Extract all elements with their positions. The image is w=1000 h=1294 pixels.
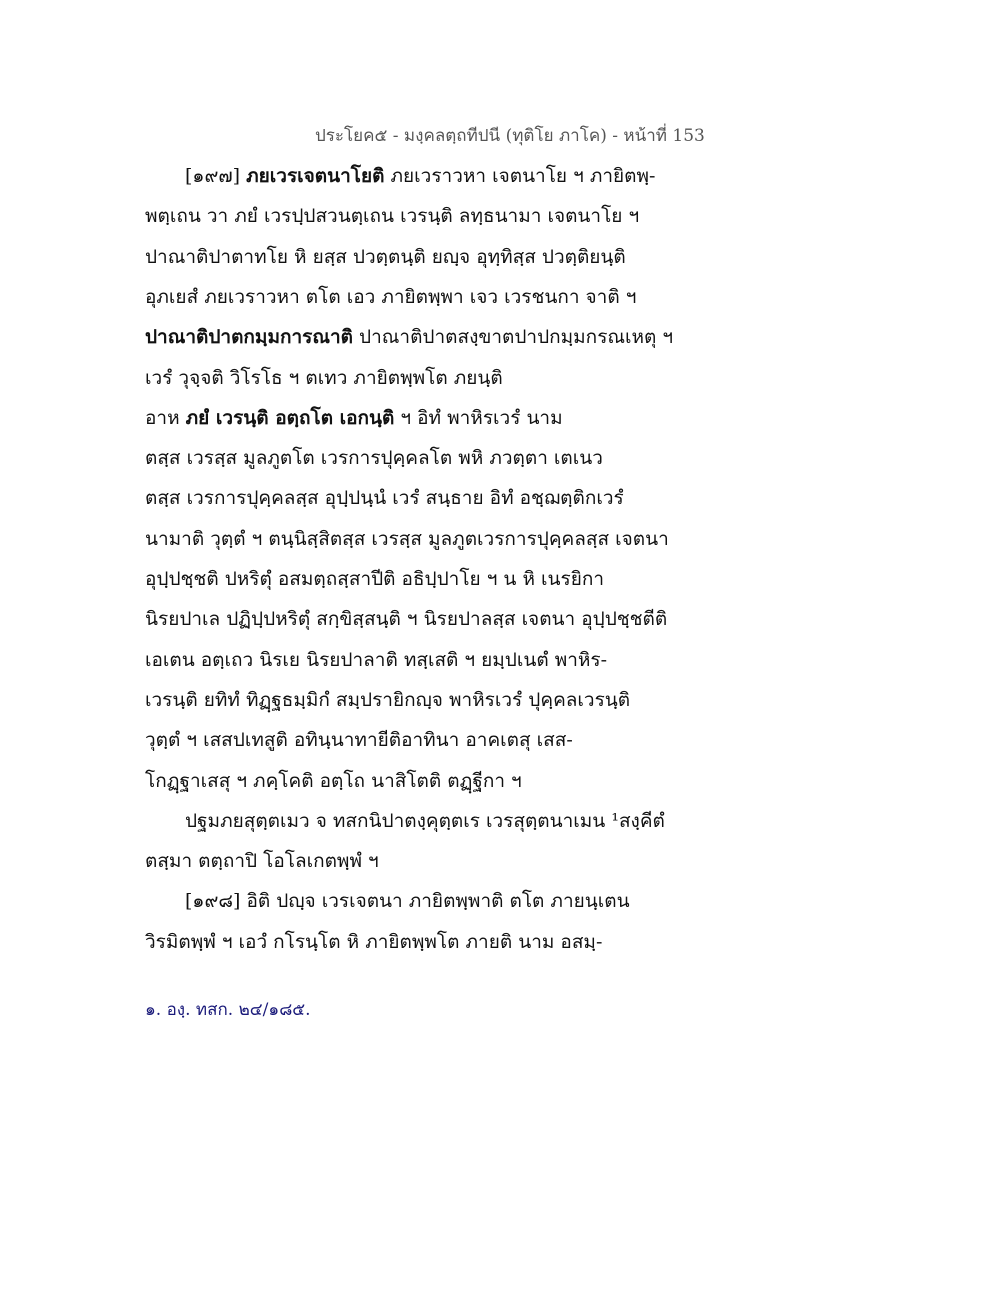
- text-line: [145, 561, 695, 597]
- text-line: [145, 400, 695, 436]
- text-segment: [๑๙๘] อิติ ปญฺจ เวรเจตนา ภายิตพฺพาติ ตโต ภายนฺเตน: [185, 890, 630, 913]
- text-line: [145, 601, 695, 637]
- text-line: [145, 843, 695, 879]
- text-segment: นิรยปาเล ปฏิปฺปหริตุํ สกฺขิสฺสนฺติ ฯ นิรยปาลสฺส เจตนา อุปฺปชฺชตีติ: [145, 608, 668, 631]
- text-line: [145, 480, 695, 516]
- text-line: [145, 239, 695, 275]
- bold-term: ภยํ เวรนฺติ อตฺถโต เอกนฺติ: [185, 406, 395, 429]
- text-line: [145, 763, 695, 799]
- text-line: [145, 319, 695, 355]
- text-segment: ปาณาติปาตสงฺขาตปาปกมฺมกรณเหตุ ฯ: [353, 326, 674, 349]
- page-header: ประโยค๕ - มงฺคลตฺถทีปนี (ทุติโย ภาโค) - หน้าที่ 153: [315, 126, 705, 146]
- text-line: [145, 198, 695, 234]
- text-line: [145, 440, 695, 476]
- text-segment: ตสฺส เวรการปุคฺคลสฺส อุปฺปนฺนํ เวรํ สนฺธาย อิทํ อชฺฌตฺติกเวรํ: [145, 487, 624, 510]
- text-line: [145, 360, 695, 396]
- text-line: [145, 279, 695, 315]
- bold-term: ปาณาติปาตกมฺมการณาติ: [145, 326, 353, 349]
- text-line: [145, 803, 735, 839]
- text-segment: [๑๙๗]: [185, 165, 247, 187]
- text-line: [145, 682, 695, 718]
- text-segment: อุภเยสํ ภยเวราวหา ตโต เอว ภายิตพฺพา เจว เวรชนกา จาติ ฯ: [145, 285, 637, 308]
- text-segment: ตสฺส เวรสฺส มูลภูตโต เวรการปุคฺคลโต พหิ ภวตฺตา เตเนว: [145, 447, 603, 470]
- text-line: [145, 883, 735, 919]
- text-segment: เอเตน อตฺเถว นิรเย นิรยปาลาติ ทสฺเสติ ฯ ยมฺปเนตํ พาหิร-: [145, 648, 608, 671]
- text-line: [145, 158, 735, 194]
- text-segment: ปาณาติปาตาทโย หิ ยสฺส ปวตฺตนฺติ ยญฺจ อุทฺทิสฺส ปวตฺติยนฺติ: [145, 245, 626, 268]
- text-segment: เวรนฺติ ยทิทํ ทิฏฺฐธมฺมิกํ สมฺปรายิกญฺจ พาหิรเวรํ ปุคฺคลเวรนฺติ: [145, 688, 631, 711]
- text-segment: วุตฺตํ ฯ เสสปเทสูติ อทินฺนาทายีติอาทินา อาคเตสุ เสส-: [145, 729, 573, 752]
- text-segment: ตสฺมา ตตฺถาปิ โอโลเกตพฺพํ ฯ: [145, 850, 379, 873]
- text-segment: ปฐมภยสุตฺตเมว จ ทสกนิปาตงฺคุตฺตเร เวรสุตฺตนาเมน ¹สงฺคีตํ: [185, 809, 665, 832]
- text-segment: โกฏฺฐาเสสุ ฯ ภคฺโคติ อตฺโถ นาสิโตติ ตฏฺฐีกา ฯ: [145, 769, 522, 792]
- text-line: [145, 521, 695, 557]
- text-segment: อุปฺปชฺชติ ปหริตุํ อสมตฺถสฺสาปีติ อธิปฺปาโย ฯ น หิ เนรยิกา: [145, 568, 605, 590]
- text-segment: อาห: [145, 406, 186, 429]
- text-segment: ฯ อิทํ พาหิรเวรํ นาม: [394, 406, 563, 429]
- text-segment: พตฺเถน วา ภยํ เวรปฺปสวนตฺเถน เวรนฺติ ลทฺธนามา เจตนาโย ฯ: [145, 205, 640, 228]
- bold-term: ภยเวรเจตนาโยติ: [246, 165, 385, 187]
- text-segment: นามาติ วุตฺตํ ฯ ตนฺนิสฺสิตสฺส เวรสฺส มูลภูตเวรการปุคฺคลสฺส เจตนา: [145, 527, 669, 550]
- text-segment: ภยเวราวหา เจตนาโย ฯ ภายิตพฺ-: [384, 165, 656, 187]
- text-segment: เวรํ วุจฺจติ วิโรโธ ฯ ตเทว ภายิตพฺพโต ภยนฺติ: [145, 366, 503, 389]
- text-segment: วิรมิตพฺพํ ฯ เอวํ กโรนฺโต หิ ภายิตพฺพโต ภายติ นาม อสมฺ-: [145, 930, 603, 953]
- text-line: [145, 642, 695, 678]
- text-line: [145, 722, 695, 758]
- text-line: [145, 924, 695, 960]
- footnote: ๑. องฺ. ทสก. ๒๔/๑๘๕.: [145, 1000, 311, 1020]
